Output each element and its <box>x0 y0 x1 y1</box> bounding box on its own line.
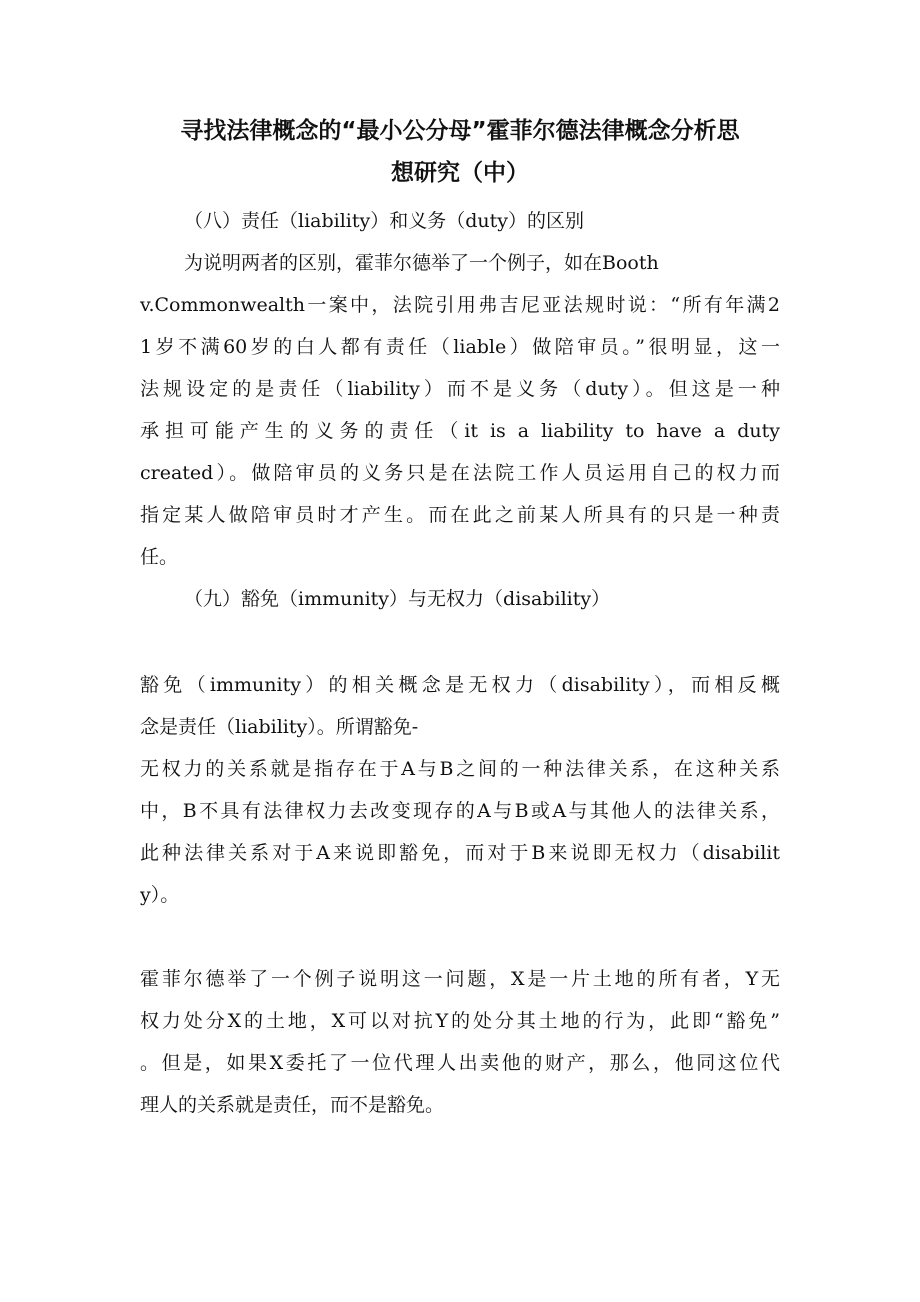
section-8-para-line: 任。 <box>140 546 179 568</box>
section-8-para-line: v.Commonwealth一案中，法院引用弗吉尼亚法规时说：“所有年满2 <box>140 294 780 316</box>
section-9-para-line: 豁免（immunity）的相关概念是无权力（disability），而相反概 <box>140 674 780 696</box>
section-8-para-line: 法规设定的是责任（liability）而不是义务（duty）。但这是一种 <box>140 378 780 400</box>
section-9-para-line: 无权力的关系就是指存在于A与B之间的一种法律关系，在这种关系 <box>140 758 780 780</box>
document-title-line-2: 想研究（中） <box>391 160 529 186</box>
section-8-para-line: created）。做陪审员的义务只是在法院工作人员运用自己的权力而 <box>140 462 780 484</box>
section-8-para-line: 1岁不满60岁的白人都有责任（liable）做陪审员。”很明显，这一 <box>140 336 780 358</box>
section-9-para-line: 权力处分X的土地，X可以对抗Y的处分其土地的行为，此即“豁免” <box>140 1010 780 1032</box>
section-8-para-line: 指定某人做陪审员时才产生。而在此之前某人所具有的只是一种责 <box>140 504 780 526</box>
section-9-heading: （九）豁免（immunity）与无权力（disability） <box>184 588 611 610</box>
section-9-para-line: 念是责任（liability）。所谓豁免- <box>140 716 419 738</box>
section-9-para-line: 。但是，如果X委托了一位代理人出卖他的财产，那么，他同这位代 <box>140 1052 780 1074</box>
section-9-para-line: 霍菲尔德举了一个例子说明这一问题，X是一片土地的所有者，Y无 <box>140 968 780 990</box>
document-title-line-1: 寻找法律概念的“最小公分母”霍菲尔德法律概念分析思 <box>180 118 740 144</box>
section-9-para-line: 此种法律关系对于A来说即豁免，而对于B来说即无权力（disabilit <box>140 842 780 864</box>
section-8-para-line: 为说明两者的区别，霍菲尔德举了一个例子，如在Booth <box>184 252 659 274</box>
section-9-para-line: 中，B不具有法律权力去改变现存的A与B或A与其他人的法律关系， <box>140 800 780 822</box>
section-8-para-line: 承担可能产生的义务的责任（it is a liability to have a duty <box>140 420 780 442</box>
section-8-heading: （八）责任（liability）和义务（duty）的区别 <box>184 210 585 232</box>
section-9-para-line: 理人的关系就是责任，而不是豁免。 <box>140 1094 445 1116</box>
section-9-para-line: y）。 <box>140 884 180 906</box>
